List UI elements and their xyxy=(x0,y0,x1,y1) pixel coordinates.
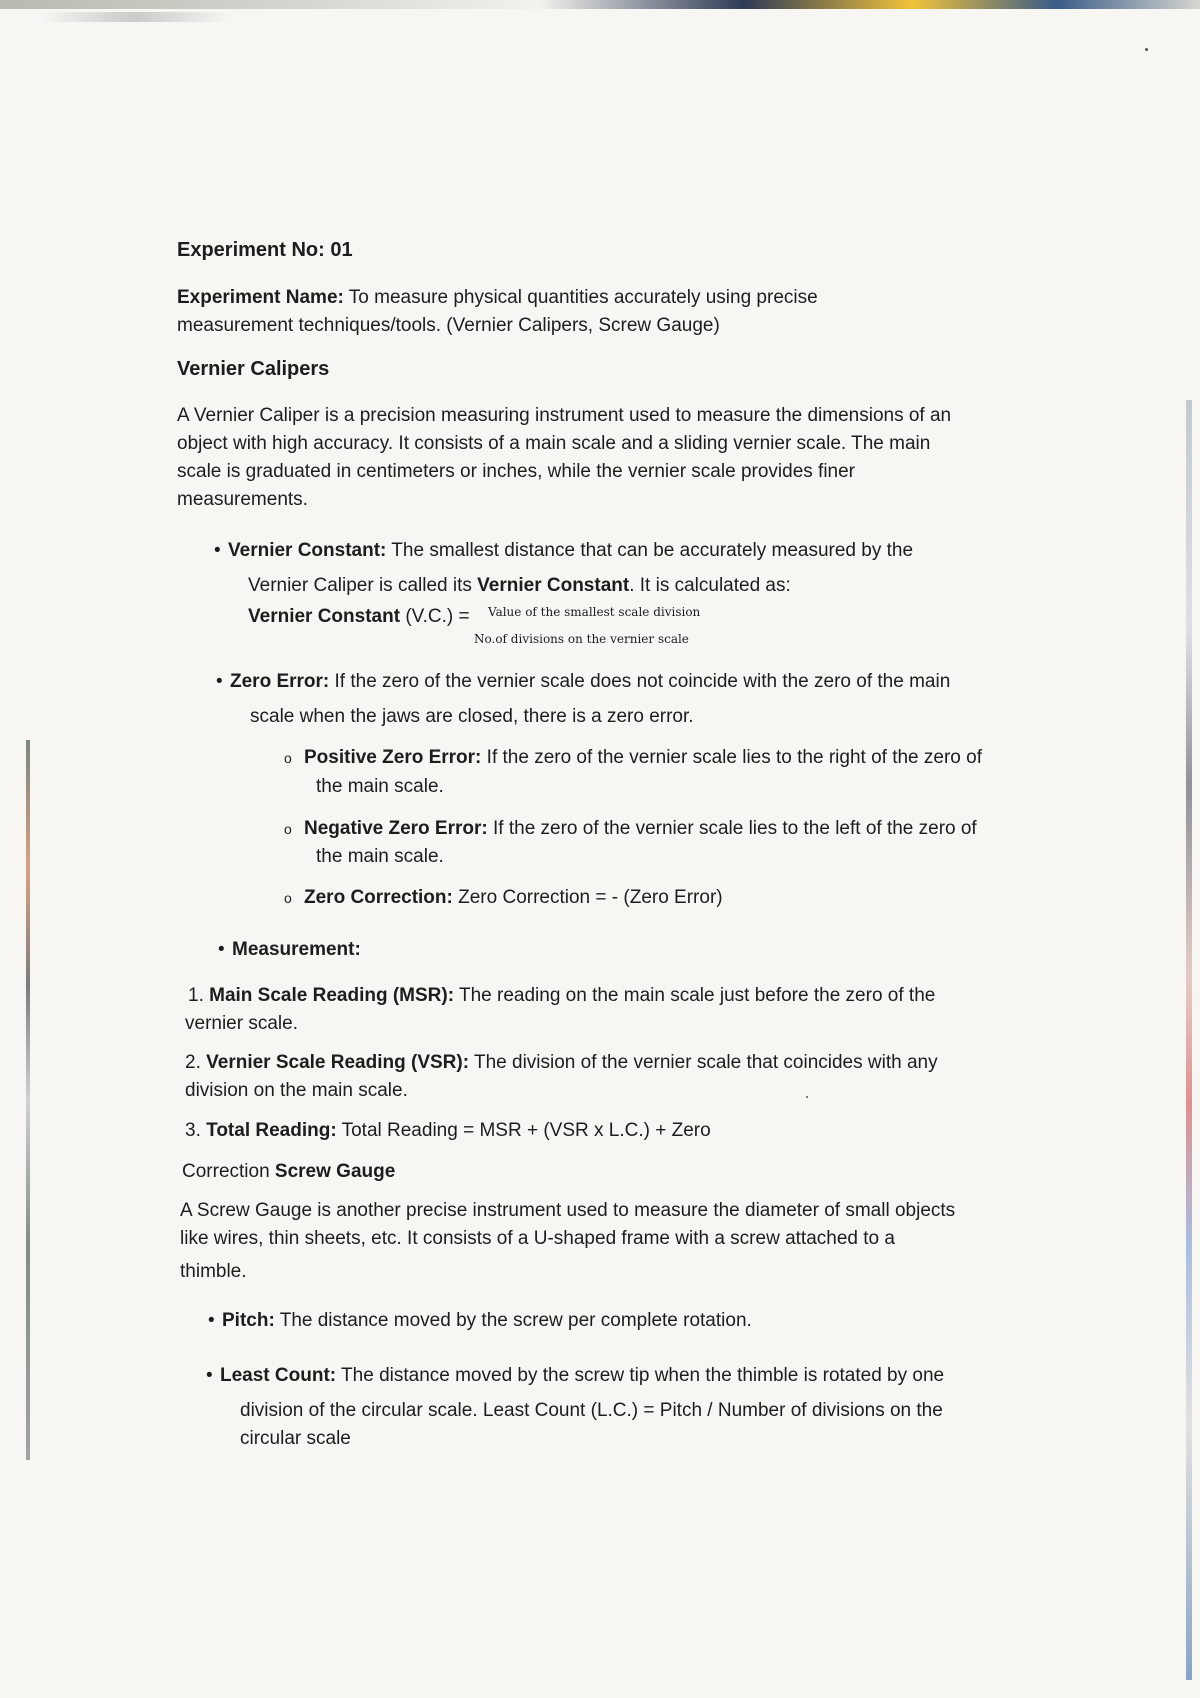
zc-label: Zero Correction: xyxy=(304,887,453,908)
scan-left-edge xyxy=(26,740,30,1460)
msr-text: The reading on the main scale just before the zero of the xyxy=(454,985,936,1006)
msr-number: 1. xyxy=(188,985,210,1006)
vsr-text: The division of the vernier scale that coincides with any xyxy=(469,1052,938,1073)
nze-line-2: the main scale. xyxy=(316,846,444,867)
screw-para-line: A Screw Gauge is another precise instrument used to measure the diameter of small objects xyxy=(180,1200,956,1221)
pze-line-2: the main scale. xyxy=(316,776,444,797)
vsr-label: Vernier Scale Reading (VSR): xyxy=(206,1052,470,1073)
pitch-item xyxy=(208,1307,752,1334)
vernier-constant-formula xyxy=(248,603,470,630)
zero-error-item xyxy=(216,668,950,695)
pitch-label: Pitch: xyxy=(222,1310,275,1331)
negative-zero-error-item xyxy=(284,815,977,843)
vc-text-c: . It is calculated as: xyxy=(629,575,791,596)
experiment-name-line-2: measurement techniques/tools. (Vernier Calipers, Screw Gauge) xyxy=(177,315,720,336)
experiment-name-label: Experiment Name: xyxy=(177,287,344,308)
experiment-name-text: To measure physical quantities accurately using precise xyxy=(343,287,818,308)
correction-word: Correction xyxy=(182,1161,275,1182)
vsr-line-2: division on the main scale. xyxy=(185,1080,408,1101)
vernier-constant-label: Vernier Constant: xyxy=(228,540,387,561)
scan-speck xyxy=(806,1096,808,1098)
tr-label: Total Reading: xyxy=(206,1120,337,1141)
experiment-name-line-1 xyxy=(177,284,818,311)
scan-top-band xyxy=(0,0,1200,9)
fraction-numerator: Value of the smallest scale division xyxy=(488,605,701,619)
vernier-constant-text: The smallest distance that can be accurately measured by the xyxy=(386,540,914,561)
total-reading-item xyxy=(185,1117,711,1144)
least-count-line-3: circular scale xyxy=(240,1428,351,1449)
bullet-icon: • xyxy=(214,540,221,561)
circle-bullet-icon: o xyxy=(284,750,292,766)
circle-bullet-icon: o xyxy=(284,890,292,906)
vc-text-b: Vernier Constant xyxy=(477,575,630,596)
scan-smudge xyxy=(40,12,230,22)
least-count-line-2: division of the circular scale. Least Count (L.C.) = Pitch / Number of divisions on the xyxy=(240,1400,943,1421)
least-count-label: Least Count: xyxy=(220,1365,337,1386)
screw-heading-line xyxy=(182,1158,395,1185)
measurement-item xyxy=(218,936,361,963)
vc-formula-mid: (V.C.) = xyxy=(400,606,470,627)
experiment-number: Experiment No: 01 xyxy=(177,239,353,261)
screw-para-line: thimble. xyxy=(180,1261,247,1282)
vsr-number: 2. xyxy=(185,1052,207,1073)
bullet-icon: • xyxy=(206,1365,213,1386)
vernier-heading: Vernier Calipers xyxy=(177,358,330,380)
least-count-item xyxy=(206,1362,944,1389)
bullet-icon: • xyxy=(216,671,223,692)
pze-label: Positive Zero Error: xyxy=(304,747,482,768)
zero-error-line-2: scale when the jaws are closed, there is a zero error. xyxy=(250,706,694,727)
bullet-icon: • xyxy=(208,1310,215,1331)
tr-number: 3. xyxy=(185,1120,207,1141)
vc-text-a: Vernier Caliper is called its xyxy=(248,575,478,596)
nze-label: Negative Zero Error: xyxy=(304,818,488,839)
circle-bullet-icon: o xyxy=(284,821,292,837)
screw-heading: Screw Gauge xyxy=(274,1161,396,1182)
fraction-denominator: No.of divisions on the vernier scale xyxy=(474,632,689,646)
msr-item xyxy=(188,982,935,1009)
zero-correction-item xyxy=(284,884,723,912)
positive-zero-error-item xyxy=(284,744,982,772)
vernier-para-line: A Vernier Caliper is a precision measuring instrument used to measure the dimensions of an xyxy=(177,405,952,426)
vsr-item xyxy=(185,1049,938,1076)
scan-speck xyxy=(1145,48,1148,51)
tr-text: Total Reading = MSR + (VSR x L.C.) + Zero xyxy=(336,1120,711,1141)
vernier-para-line: scale is graduated in centimeters or inches, while the vernier scale provides finer xyxy=(177,461,855,482)
pze-text: If the zero of the vernier scale lies to the right of the zero of xyxy=(481,747,982,768)
nze-text: If the zero of the vernier scale lies to the left of the zero of xyxy=(487,818,977,839)
scan-right-edge xyxy=(1186,400,1192,1680)
vc-formula-label: Vernier Constant xyxy=(248,606,401,627)
pitch-text: The distance moved by the screw per complete rotation. xyxy=(274,1310,752,1331)
bullet-icon: • xyxy=(218,939,225,960)
vernier-constant-item xyxy=(214,537,913,564)
zero-error-text: If the zero of the vernier scale does not coincide with the zero of the main xyxy=(329,671,951,692)
vernier-para-line: measurements. xyxy=(177,489,308,510)
zc-text: Zero Correction = - (Zero Error) xyxy=(452,887,723,908)
vernier-para-line: object with high accuracy. It consists of a main scale and a sliding vernier scale. The main xyxy=(177,433,931,454)
least-count-text: The distance moved by the screw tip when the thimble is rotated by one xyxy=(336,1365,945,1386)
msr-label: Main Scale Reading (MSR): xyxy=(209,985,455,1006)
screw-para-line: like wires, thin sheets, etc. It consists of a U-shaped frame with a screw attached to a xyxy=(180,1228,895,1249)
zero-error-label: Zero Error: xyxy=(230,671,330,692)
measurement-label: Measurement: xyxy=(232,939,361,960)
msr-line-2: vernier scale. xyxy=(185,1013,298,1034)
vernier-constant-line-2 xyxy=(248,572,791,599)
